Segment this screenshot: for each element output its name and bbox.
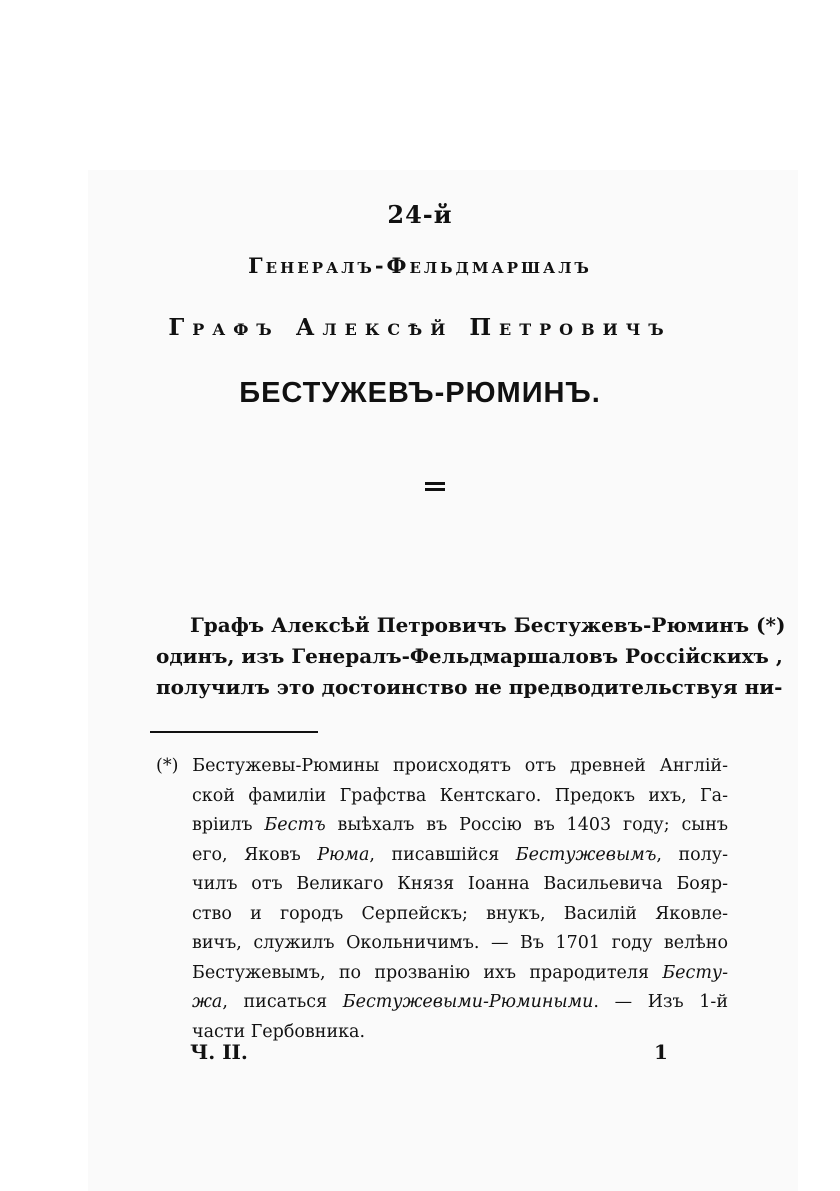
person-name: Графъ Алексѣй Петровичъ <box>168 314 672 341</box>
footnote-text: вріилъ <box>192 815 265 835</box>
footnote-italic: жа <box>192 992 223 1012</box>
footnote <box>156 752 728 1047</box>
footnote-text: его, Яковъ <box>192 844 318 865</box>
body-line: Графъ Алексѣй Петровичъ Бестужевъ-Рюминъ (*) <box>190 613 786 637</box>
page-number: 1 <box>654 1040 668 1064</box>
footnote-text: , писавшійся <box>369 844 516 865</box>
volume-signature: Ч. II. <box>190 1040 248 1064</box>
footnote-text: выѣхалъ въ Россію въ 1403 году; сынъ <box>325 815 728 835</box>
footnote-text: , писаться <box>222 992 343 1012</box>
title-separator <box>425 482 445 491</box>
person-surname: БЕСТУЖЕВЪ-РЮМИНЪ. <box>239 377 601 409</box>
footnote-rule <box>150 731 318 733</box>
footnote-line: части Гербовника. <box>192 1021 366 1042</box>
body-line: одинъ, изъ Генералъ-Фельдмаршаловъ Россійскихъ , <box>156 644 783 668</box>
footnote-line: (*) Бестужевы-Рюмины происходятъ отъ древней Англій- <box>156 756 728 776</box>
footnote-italic: Рюма <box>317 844 370 865</box>
footnote-line <box>156 811 728 841</box>
portrait-number: 24-й <box>387 200 453 229</box>
footnote-line: вичъ, служилъ Окольничимъ. — Въ 1701 году велѣно <box>192 933 728 953</box>
footnote-line: ской фамиліи Графства Кентскаго. Предокъ ихъ, Га- <box>192 785 728 806</box>
body-line: получилъ это достоинство не предводительствуя ни- <box>156 675 783 699</box>
body-paragraph <box>156 610 786 703</box>
footnote-line: чилъ отъ Великаго Князя Іоанна Васильевича Бояр- <box>192 874 728 894</box>
footnote-line <box>156 841 728 871</box>
footnote-italic: Бесту- <box>662 962 728 983</box>
footnote-text: , полу- <box>656 844 728 865</box>
rank-title: Генералъ-Фельдмаршалъ <box>248 253 592 278</box>
footnote-line <box>156 988 728 1018</box>
footnote-italic: Бестъ <box>264 815 326 835</box>
footnote-text: Бестужевымъ, по прозванію ихъ прародителя <box>192 962 663 983</box>
footnote-italic: Бестужевыми-Рюмиными <box>342 992 594 1012</box>
footnote-text: . — Изъ 1-й <box>593 992 728 1012</box>
footnote-italic: Бестужевымъ <box>515 844 657 865</box>
footnote-line <box>156 959 728 989</box>
footnote-line: ство и городъ Серпейскъ; внукъ, Василій Яковле- <box>192 903 728 924</box>
